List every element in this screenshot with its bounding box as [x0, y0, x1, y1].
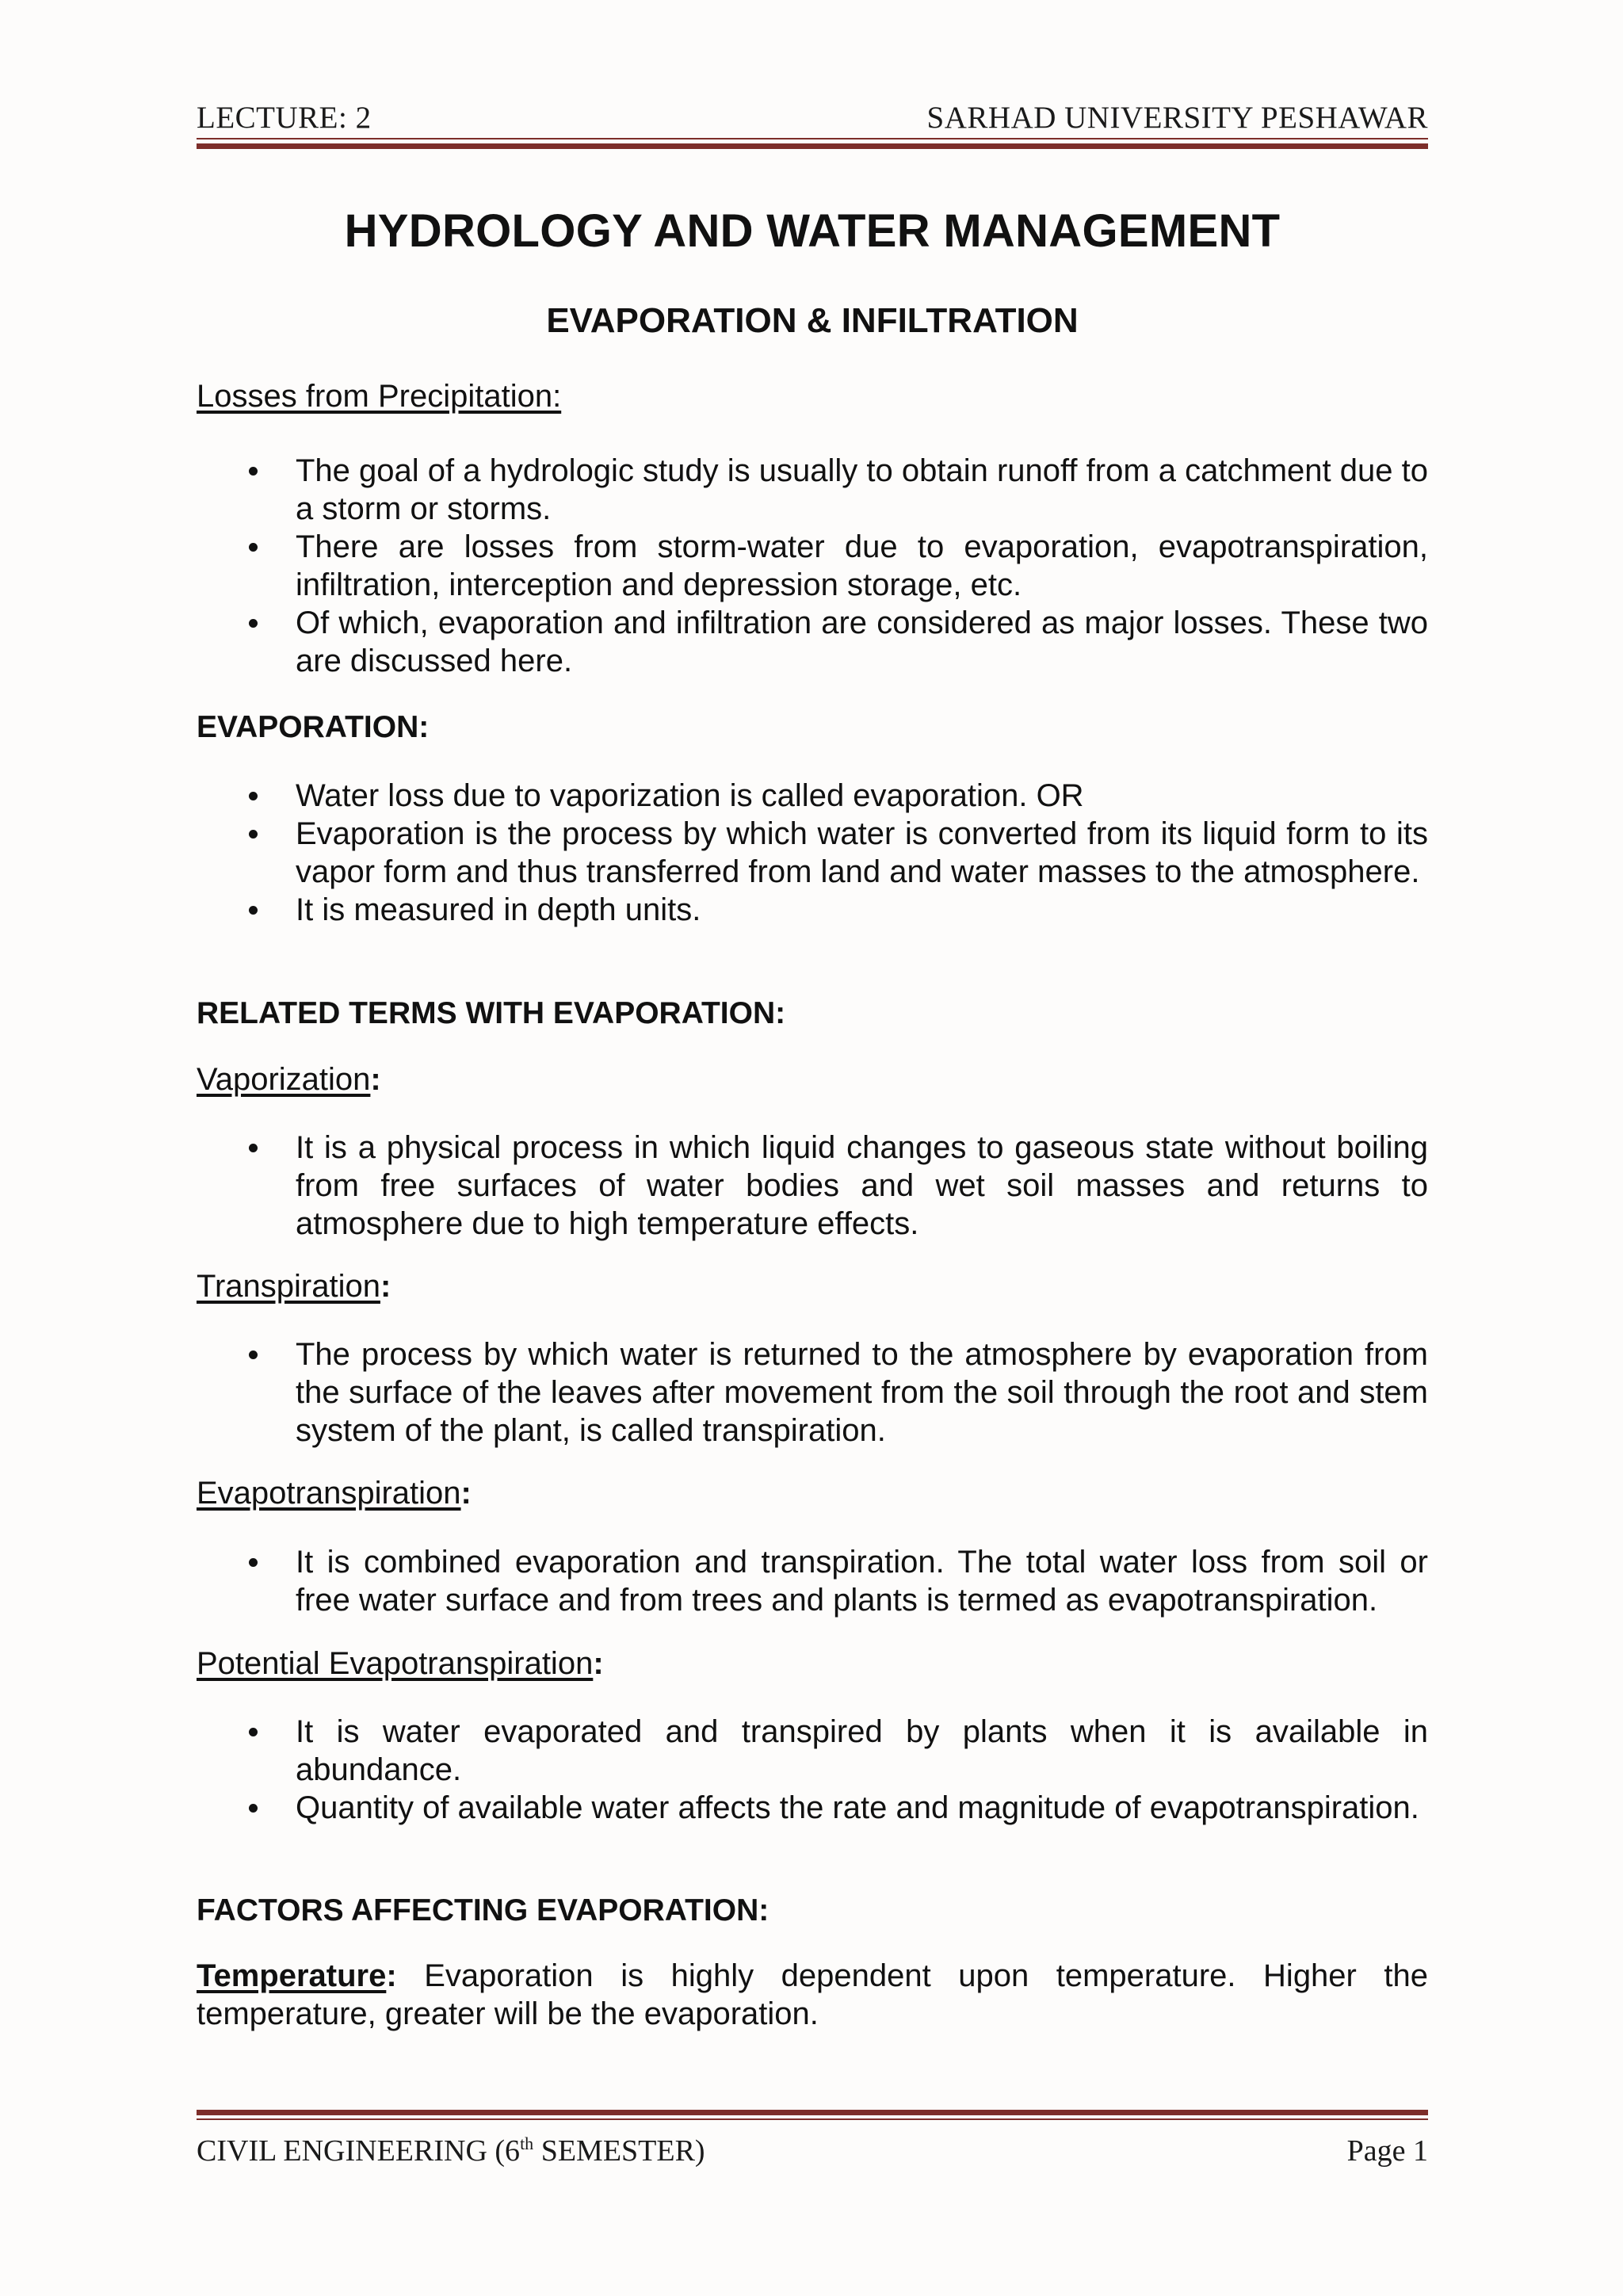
- transpiration-heading: [197, 1269, 391, 1305]
- related-terms-heading: RELATED TERMS WITH EVAPORATION:: [197, 996, 786, 1030]
- course-prefix: CIVIL ENGINEERING (6: [197, 2134, 521, 2168]
- colon: :: [460, 1476, 472, 1511]
- colon: :: [370, 1062, 381, 1097]
- page-footer: [197, 2110, 1428, 2181]
- university-label: SARHAD UNIVERSITY PESHAWAR: [926, 101, 1428, 135]
- header-rule-thin: [197, 138, 1428, 139]
- header-rule-thick: [197, 143, 1428, 149]
- colon: :: [593, 1646, 604, 1681]
- temperature-term: Temperature: [197, 1958, 387, 1993]
- vaporization-term: Vaporization: [197, 1062, 371, 1097]
- list-item: It is a physical process in which liquid changes to gaseous state without boiling from free surfaces of water bodies and wet soil masses and returns to atmosphere due to high temperature effects.: [197, 1129, 1428, 1243]
- list-item: There are losses from storm-water due to evaporation, evapotranspiration, infiltration, interception and depression storage, etc.: [197, 528, 1428, 604]
- potential-evapotranspiration-heading: [197, 1646, 604, 1682]
- list-item: Evaporation is the process by which water is converted from its liquid form to its vapor form and thus transferred from land and water masses to the atmosphere.: [197, 815, 1428, 891]
- potential-evapotranspiration-term: Potential Evapotranspiration: [197, 1646, 594, 1681]
- factors-heading: FACTORS AFFECTING EVAPORATION:: [197, 1893, 769, 1927]
- list-item: Of which, evaporation and infiltration are considered as major losses. These two are discussed here.: [197, 604, 1428, 680]
- evaporation-list: [197, 777, 1428, 929]
- footer-rule-thick: [197, 2110, 1428, 2115]
- temperature-paragraph: [197, 1957, 1428, 2033]
- list-item: Quantity of available water affects the rate and magnitude of evapotranspiration.: [197, 1789, 1428, 1827]
- transpiration-list: [197, 1335, 1428, 1450]
- losses-heading: Losses from Precipitation:: [197, 379, 562, 414]
- list-item: Water loss due to vaporization is called evaporation. OR: [197, 777, 1428, 815]
- evaporation-heading: EVAPORATION:: [197, 710, 430, 744]
- list-item: It is water evaporated and transpired by plants when it is available in abundance.: [197, 1713, 1428, 1789]
- footer-rule-thin: [197, 2118, 1428, 2120]
- page-number: Page 1: [1346, 2134, 1428, 2168]
- document-title: HYDROLOGY AND WATER MANAGEMENT: [344, 205, 1281, 257]
- temperature-text: Evaporation is highly dependent upon temperature. Higher the temperature, greater will be the evaporation.: [197, 1958, 1428, 2031]
- vaporization-list: [197, 1129, 1428, 1243]
- document-subtitle: EVAPORATION & INFILTRATION: [546, 301, 1079, 340]
- course-suffix: SEMESTER): [533, 2134, 705, 2168]
- course-superscript: th: [520, 2134, 534, 2153]
- list-item: The goal of a hydrologic study is usually to obtain runoff from a catchment due to a storm or storms.: [197, 452, 1428, 528]
- colon: :: [386, 1958, 397, 1993]
- lecture-label: LECTURE: 2: [197, 101, 372, 135]
- course-label: [197, 2134, 705, 2168]
- evapotranspiration-term: Evapotranspiration: [197, 1476, 461, 1511]
- evapotranspiration-heading: [197, 1476, 472, 1511]
- page-header: [197, 94, 1428, 151]
- colon: :: [380, 1269, 391, 1304]
- evapotranspiration-list: [197, 1543, 1428, 1619]
- potential-list: [197, 1713, 1428, 1827]
- transpiration-term: Transpiration: [197, 1269, 380, 1304]
- list-item: The process by which water is returned to the atmosphere by evaporation from the surface of the leaves after movement from the soil through the root and stem system of the plant, is called transpiration.: [197, 1335, 1428, 1450]
- list-item: It is combined evaporation and transpiration. The total water loss from soil or free water surface and from trees and plants is termed as evapotranspiration.: [197, 1543, 1428, 1619]
- list-item: It is measured in depth units.: [197, 891, 1428, 929]
- losses-list: [197, 452, 1428, 680]
- vaporization-heading: [197, 1062, 381, 1098]
